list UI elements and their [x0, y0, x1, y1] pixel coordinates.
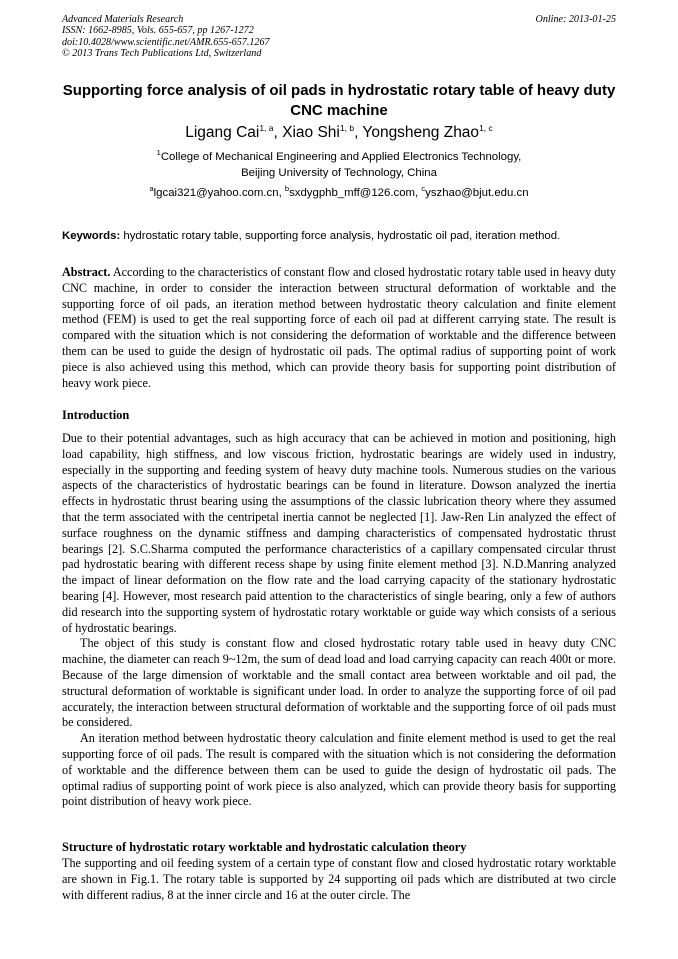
- section-heading-structure: Structure of hydrostatic rotary worktable and hydrostatic calculation theory: [62, 840, 467, 854]
- structure-body: [62, 856, 616, 903]
- email-superscript: b: [284, 184, 290, 193]
- keywords-label: Keywords:: [62, 230, 121, 242]
- author-name: Ligang Cai: [185, 124, 260, 141]
- introduction-body: [62, 431, 616, 810]
- author-superscript: 1, c: [479, 123, 493, 133]
- author-superscript: 1, a: [259, 123, 274, 133]
- issn-line: ISSN: 1662-8985, Vols. 655-657, pp 1267-1272: [62, 25, 254, 37]
- paragraph: The object of this study is constant flow and closed hydrostatic rotary table used in heavy duty CNC machine, the diameter can reach 9~12m, the sum of dead load and load carrying capacity can reach 400t or more. Because of the large dimension of worktable and the small contact area between worktable and oil pad, the structural deformation of worktable is significant under load. In order to analyze the supporting force of oil pad accurately, the interaction between structural deformation of worktable and the supporting force of oil pads must be considered.: [62, 636, 616, 730]
- abstract-label: Abstract.: [62, 265, 111, 279]
- affiliation: [62, 150, 616, 181]
- author-superscript: 1, b: [339, 123, 355, 133]
- journal-name: Advanced Materials Research: [62, 14, 184, 25]
- email-superscript: a: [149, 184, 154, 193]
- affiliation-line-1: College of Mechanical Engineering and Applied Electronics Technology,: [160, 151, 522, 163]
- keywords: [62, 229, 616, 244]
- email-address: yszhao@bjut.edu.cn: [425, 187, 529, 199]
- affiliation-superscript: 1: [156, 148, 161, 157]
- paragraph: Due to their potential advantages, such as high accuracy that can be achieved in motion and positioning, high load capability, high stiffness, and low viscous friction, hydrostatic bearings are widely used in industry, especially in the supporting and feeding system of heavy duty machine tools. Numerous studies on the various aspects of the characteristics of hydrostatic bearings can be found in literature. Dowson analyzed the inertia effects in hydrostatic thrust bearing using the assumptions of the classic lubrication theory where they assumed that the term associated with the centripetal inertia cannot be neglected [1]. Jaw-Ren Lin analyzed the effect of surface roughness on the dynamic stiffness and damping characteristics of compensated hydrostatic thrust bearings [2]. S.C.Sharma computed the performance characteristics of a capillary compensated circular thrust pad hydrostatic bearing with different recess shape by using finite element method [3]. N.D.Manring analyzed the impact of linear deformation on the flow rate and the load carrying capacity of the stationary hydrostatic bearing [4]. However, most research paid attention to the characteristics of single bearing, only a few of authors did research into the supporting system of hydrostatic rotary worktable or guide way which consists of a serious of hydrostatic bearings.: [62, 431, 616, 635]
- abstract: [62, 265, 616, 391]
- section-heading-introduction: Introduction: [62, 408, 130, 422]
- email-list: $^a$lgcai321@yahoo.com.cn, $^b$sxdygphb_mff@126.com, $^c$yszhao@bjut.edu.cn: [149, 184, 529, 199]
- abstract-text: According to the characteristics of constant flow and closed hydrostatic rotary table used in heavy duty CNC machine, in order to consider the interaction between structural deformation of worktable and the supporting force of oil pads, an iteration method between hydrostatic theory calculation and finite element method (FEM) is used to get the real supporting force of each oil pad at different carrying state. The result is compared with the situation which is not considering the deformation of worktable and the difference between them can be used to guide the design of hydrostatic oil pads. The optimal radius of supporting point of work piece is also achieved using this method, which can provide theory basis for supporting point distribution of heavy work piece.: [62, 265, 617, 390]
- online-date: Online: 2013-01-25: [535, 14, 616, 25]
- author-list: Ligang Cai$^{1, a}$, Xiao Shi$^{1, b}$, Yongsheng Zhao$^{1, c}$: [185, 123, 493, 141]
- keywords-text: hydrostatic rotary table, supporting force analysis, hydrostatic oil pad, iteration method.: [123, 230, 561, 242]
- journal-header: [62, 14, 616, 60]
- paper-title: Supporting force analysis of oil pads in hydrostatic rotary table of heavy duty CNC machine: [62, 82, 616, 119]
- email-superscript: c: [421, 184, 426, 193]
- doi-line: doi:10.4028/www.scientific.net/AMR.655-657.1267: [62, 36, 270, 48]
- copyright-line: © 2013 Trans Tech Publications Ltd, Switzerland: [62, 48, 262, 60]
- author-name: Xiao Shi: [282, 124, 340, 141]
- email-address: lgcai321@yahoo.com.cn: [153, 187, 279, 199]
- paragraph: The supporting and oil feeding system of a certain type of constant flow and closed hydrostatic rotary worktable are shown in Fig.1. The rotary table is supported by 24 supporting oil pads which are distributed at two circle with different radius, 8 at the inner circle and 16 at the outer circle. The: [62, 856, 616, 902]
- affiliation-line-2: Beijing University of Technology, China: [241, 166, 437, 179]
- paragraph: An iteration method between hydrostatic theory calculation and finite element method is used to get the real supporting force of oil pads. The result is compared with the situation which is not considering the deformation of worktable and the difference between them can be used to guide the design of hydrostatic oil pads. The optimal radius of supporting point of work piece is also analyzed, which can provide theory basis for supporting point distribution of heavy work piece.: [62, 731, 616, 809]
- author-name: Yongsheng Zhao: [362, 124, 480, 141]
- email-address: sxdygphb_mff@126.com: [289, 187, 416, 199]
